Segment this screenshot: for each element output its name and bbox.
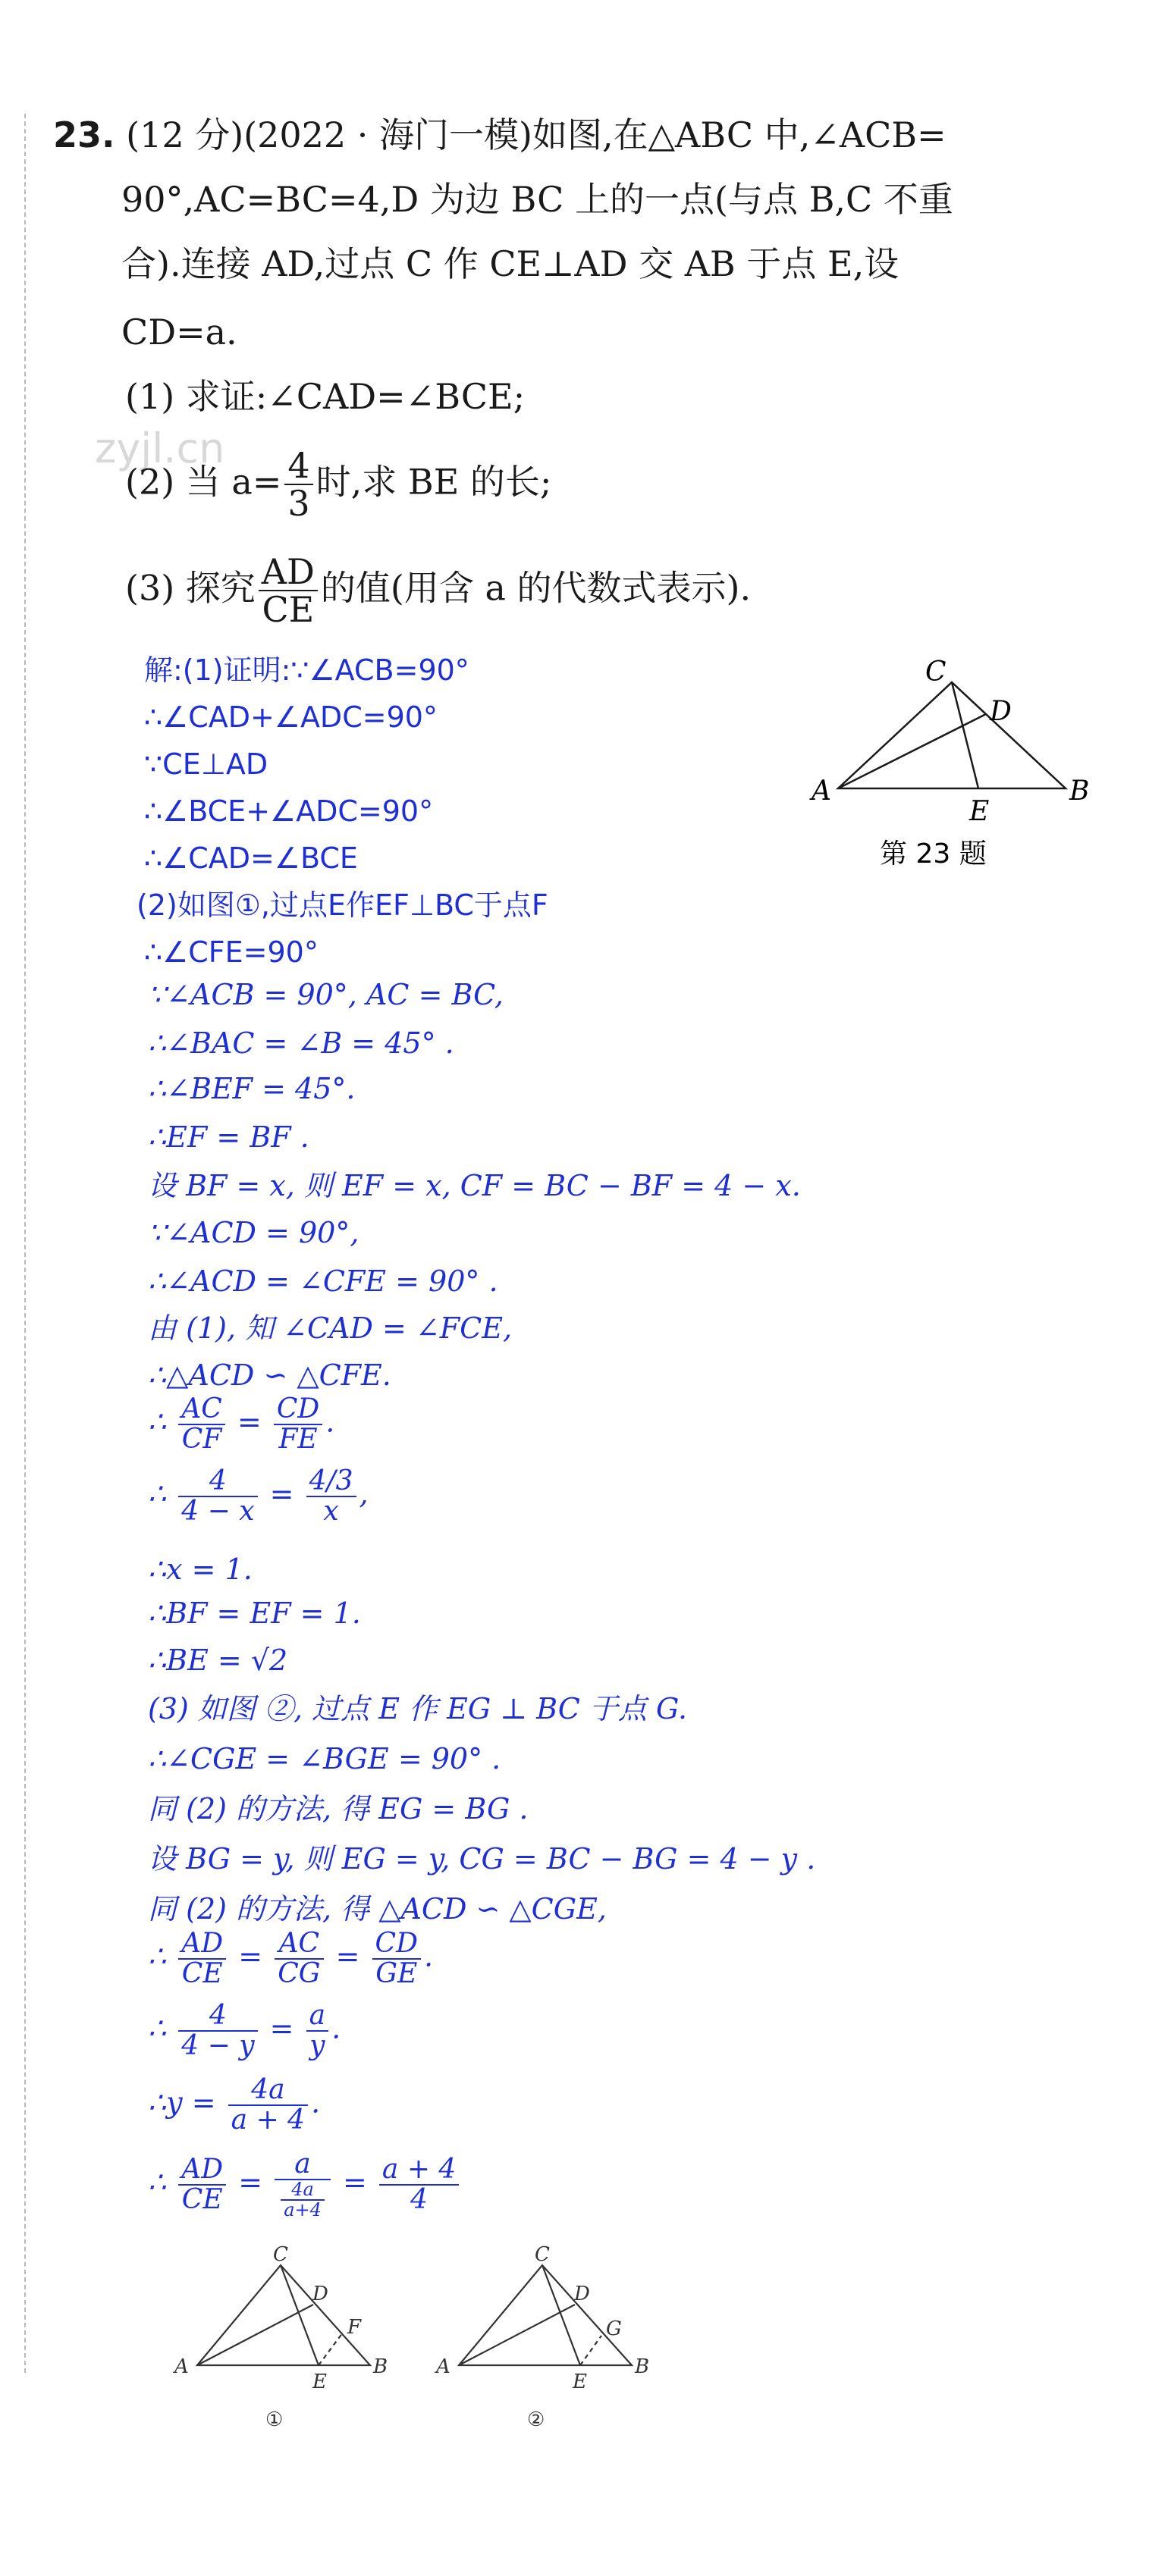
frac-4-over-4-minus-x: $\frac{4}{4 - x}$: [178, 1467, 257, 1526]
problem-line-2: 90°,AC=BC=4,D 为边 BC 上的一点(与点 B,C 不重: [121, 179, 953, 220]
frac-a-plus-4-over-4: $\frac{a + 4}{4}$: [379, 2155, 459, 2214]
fig1-label-B: B: [373, 2355, 388, 2378]
fig1-label-C: C: [273, 2244, 288, 2266]
frac-nested-4a: $\frac{4a}{a+4}$: [281, 2180, 325, 2220]
sol-line-18: ∴ $\frac{4}{4 - x}$ = $\frac{4/3}{x}$ ,: [148, 1465, 369, 1527]
triangle-figure-1: [167, 2244, 410, 2433]
sol-line-27: ∴ $\frac{AD}{CE}$ = $\frac{AC}{CG}$ = $\frac{CD}{GE}$ .: [148, 1928, 434, 1989]
label-C: C: [925, 657, 947, 688]
sol-line-16: ∴△ACD ∽ △CFE.: [148, 1359, 391, 1392]
sol-line-20: ∴BF = EF = 1.: [148, 1597, 361, 1630]
frac-cd-ge: $\frac{CD}{GE}$: [372, 1929, 421, 1988]
figure-caption: 第 23 题: [880, 838, 987, 870]
problem-number: 23.: [53, 114, 115, 155]
fig2-label-C: C: [535, 2244, 550, 2266]
sol-line-21: ∴BE = √2: [148, 1644, 288, 1677]
fig1-label-E: E: [312, 2371, 327, 2393]
label-D: D: [990, 696, 1012, 727]
frac-ad-ce-1: $\frac{AD}{CE}$: [178, 1929, 226, 1988]
sol-line-05: ∴∠CAD=∠BCE: [144, 841, 358, 875]
frac-four-thirds-over-x: $\frac{4/3}{x}$: [306, 1467, 356, 1526]
sol-line-08: ∵∠ACB = 90°, AC = BC,: [148, 978, 504, 1011]
label-A: A: [812, 776, 831, 807]
fig1-label-F: F: [347, 2316, 362, 2339]
frac-ac-cf: $\frac{AC}{CF}$: [178, 1395, 225, 1454]
sol-line-29: ∴y = $\frac{4a}{a + 4}$ .: [148, 2074, 321, 2136]
problem-line-1: [53, 114, 947, 156]
problem-text-1: (12 分)(2022 · 海门一模)如图,在△ABC 中,∠ACB=: [126, 114, 947, 155]
fig2-label-G: G: [606, 2317, 622, 2340]
sol-line-30: ∴ $\frac{AD}{CE}$ = $\frac{a}{\frac{4a}{a+4}}$ = $\frac{a + 4}{4}$: [148, 2150, 462, 2220]
fig2-label-B: B: [635, 2355, 650, 2378]
frac-4-over-4-minus-y: $\frac{4}{4 - y}$: [178, 2001, 257, 2060]
fig1-caption: ①: [265, 2408, 284, 2431]
sol-line-22: (3) 如图 ②, 过点 E 作 EG ⊥ BC 于点 G.: [148, 1692, 688, 1725]
sol-line-14: ∴∠ACD = ∠CFE = 90° .: [148, 1264, 498, 1298]
sol-line-04: ∴∠BCE+∠ADC=90°: [144, 794, 434, 828]
frac-4a-over-a-plus-4: $\frac{4a}{a + 4}$: [228, 2076, 308, 2135]
sol-line-09: ∴∠BAC = ∠B = 45° .: [148, 1026, 454, 1060]
sol-line-06: (2)如图①,过点E作EF⊥BC于点F: [137, 888, 548, 922]
sol-line-13: ∵∠ACD = 90°,: [148, 1216, 359, 1249]
fraction-ad-ce: $\frac{AD}{CE}$: [259, 553, 318, 628]
sol-line-10: ∴∠BEF = 45°.: [148, 1072, 356, 1105]
watermark: zyjl.cn: [95, 425, 225, 472]
sol-line-26: 同 (2) 的方法, 得 △ACD ∽ △CGE,: [148, 1892, 607, 1926]
label-E: E: [969, 796, 990, 827]
sol-line-24: 同 (2) 的方法, 得 EG = BG .: [148, 1792, 529, 1825]
sol-line-23: ∴∠CGE = ∠BGE = 90° .: [148, 1742, 501, 1775]
fig1-label-A: A: [174, 2355, 189, 2378]
sol-line-11: ∴EF = BF .: [148, 1120, 309, 1154]
fig2-label-D: D: [574, 2283, 590, 2305]
question-1: (1) 求证:∠CAD=∠BCE;: [125, 376, 526, 417]
binding-margin-line: [24, 114, 26, 2373]
frac-a-over-y: $\frac{a}{y}$: [306, 2001, 328, 2060]
sol-line-28: ∴ $\frac{4}{4 - y}$ = $\frac{a}{y}$ .: [148, 2000, 341, 2061]
sol-line-12: 设 BF = x, 则 EF = x, CF = BC − BF = 4 − x.: [148, 1169, 801, 1202]
fig2-label-E: E: [573, 2371, 587, 2393]
frac-ac-cg: $\frac{AC}{CG}$: [275, 1929, 323, 1988]
question-3: [125, 551, 752, 631]
fraction-four-thirds: $\frac{4}{3}$: [284, 447, 312, 522]
triangle-figure-2: [429, 2244, 671, 2433]
fig2-caption: ②: [527, 2408, 545, 2431]
sol-line-25: 设 BG = y, 则 EG = y, CG = BC − BG = 4 − y .: [148, 1842, 816, 1876]
label-B: B: [1069, 776, 1090, 807]
question-2-suffix: 时,求 BE 的长;: [316, 461, 552, 503]
frac-ad-ce-2: $\frac{AD}{CE}$: [178, 2155, 226, 2214]
sol-line-02: ∴∠CAD+∠ADC=90°: [144, 700, 438, 734]
triangle-figure-main: [804, 652, 1092, 879]
question-2-prefix: (2) 当 a=: [125, 461, 282, 503]
fig2-label-A: A: [436, 2355, 450, 2378]
question-3-prefix: (3) 探究: [125, 567, 256, 609]
sol-line-15: 由 (1), 知 ∠CAD = ∠FCE,: [148, 1312, 513, 1345]
fig1-label-D: D: [312, 2283, 328, 2305]
sol-line-17: ∴ $\frac{AC}{CF}$ = $\frac{CD}{FE}$ .: [148, 1393, 335, 1455]
question-2: [125, 445, 552, 525]
frac-cd-fe: $\frac{CD}{FE}$: [274, 1395, 322, 1454]
sol-line-07: ∴∠CFE=90°: [144, 935, 319, 969]
sol-line-03: ∵CE⊥AD: [144, 747, 268, 781]
sol-line-01: 解:(1)证明:∵∠ACB=90°: [144, 653, 469, 687]
problem-line-4: CD=a.: [121, 312, 237, 353]
question-3-suffix: 的值(用含 a 的代数式表示).: [320, 567, 752, 609]
frac-a-over-nested: $\frac{a}{\frac{4a}{a+4}}$: [275, 2150, 331, 2220]
problem-line-3: 合).连接 AD,过点 C 作 CE⊥AD 交 AB 于点 E,设: [121, 243, 899, 284]
sol-line-19: ∴x = 1.: [148, 1553, 253, 1586]
